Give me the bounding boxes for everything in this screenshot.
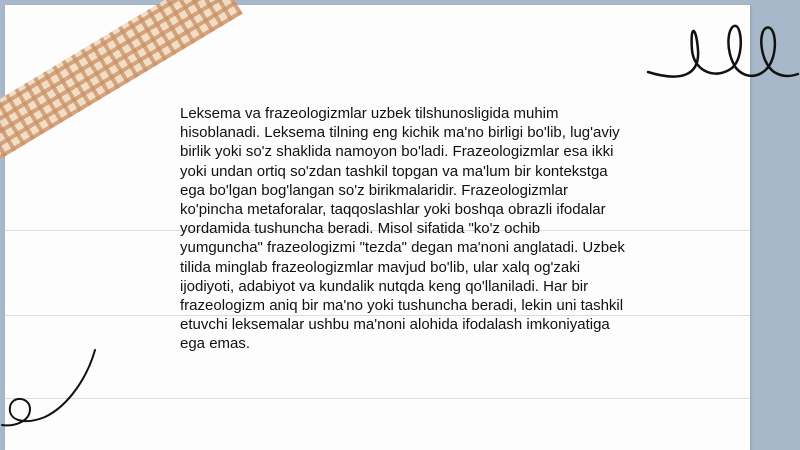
paper-rule-line [5, 398, 750, 399]
slide-body-text: Leksema va frazeologizmlar uzbek tilshunosligida muhim hisoblanadi. Leksema tilning eng kichik ma'no birligi bo'lib, lug'aviy birlik yoki so'z shaklida namoyon bo'ladi. Frazeologizmlar esa ikki yoki undan ortiq so'zdan tashkil topgan va ma'lum bir kontekstga ega bo'lgan bog'langan so'z birikmalaridir. Frazeologizmlar ko'pincha metaforalar, taqqoslashlar yoki boshqa obrazli ifodalar yordamida tushuncha beradi. Misol sifatida "ko'z ochib yumguncha" frazeologizmi "tezda" degan ma'noni anglatadi. Uzbek tilida minglab frazeologizmlar mavjud bo'lib, ular xalq og'zaki ijodiyoti, adabiyot va kundalik nutqda keng qo'llaniladi. Har bir frazeologizm aniq bir ma'no yoki tushuncha beradi, lekin uni tashkil etuvchi leksemalar ushbu ma'noni alohida ifodalash imkoniyatiga ega emas. [180, 105, 625, 353]
swirl-scribble-bottom-left [0, 345, 105, 430]
loop-scribble-top-right [640, 10, 800, 85]
